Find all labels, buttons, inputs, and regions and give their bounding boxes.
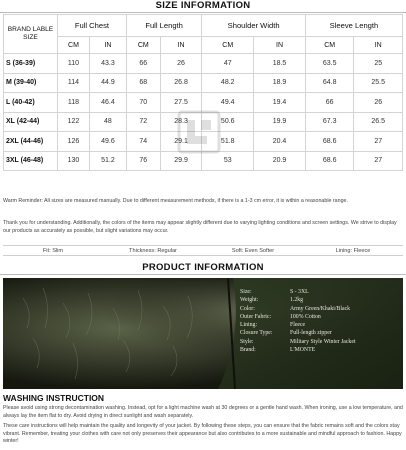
- washing-instruction-title: WASHING INSTRUCTION: [3, 393, 105, 403]
- size-cell: 44.9: [89, 73, 126, 93]
- unit-header: CM: [126, 37, 160, 54]
- size-cell: 29.1: [160, 132, 202, 152]
- size-cell: 28.3: [160, 112, 202, 132]
- product-information-title: PRODUCT INFORMATION: [142, 262, 264, 273]
- spec-key: Closure Type:: [240, 330, 273, 337]
- size-cell: 76: [126, 151, 160, 171]
- size-label: XL (42-44): [4, 112, 58, 132]
- spec-key: Style:: [240, 338, 254, 345]
- size-cell: 27: [354, 151, 403, 171]
- unit-header: IN: [160, 37, 202, 54]
- spec-key: Weight:: [240, 297, 259, 304]
- size-cell: 122: [58, 112, 90, 132]
- size-cell: 26.8: [160, 73, 202, 93]
- title-divider: [0, 274, 406, 275]
- size-row: [4, 54, 403, 74]
- spec-key: Brand:: [240, 347, 256, 354]
- size-cell: 51.8: [202, 132, 254, 152]
- size-cell: 130: [58, 151, 90, 171]
- spec-key: Outer Fabric:: [240, 313, 272, 320]
- size-cell: 118: [58, 93, 90, 113]
- size-cell: 72: [126, 112, 160, 132]
- unit-header: IN: [89, 37, 126, 54]
- size-cell: 20.4: [254, 132, 306, 152]
- size-cell: 46.4: [89, 93, 126, 113]
- size-cell: 18.5: [254, 54, 306, 74]
- spec-row: [240, 321, 390, 329]
- size-cell: 27.5: [160, 93, 202, 113]
- size-label: 3XL (46-48): [4, 151, 58, 171]
- size-cell: 49.4: [202, 93, 254, 113]
- size-cell: 48.2: [202, 73, 254, 93]
- shoulder-width-header: Shoulder Width: [202, 15, 306, 37]
- size-row: [4, 73, 403, 93]
- size-cell: 74: [126, 132, 160, 152]
- attribute-fit: Fit: Slim: [42, 248, 64, 254]
- full-length-header: Full Length: [126, 15, 202, 37]
- spec-value: Army Green/Khaki/Black: [290, 305, 351, 312]
- unit-header: CM: [202, 37, 254, 54]
- spec-value: 1.2kg: [290, 297, 304, 304]
- size-cell: 66: [305, 93, 354, 113]
- thanks-note-text: Thank you for understanding. Additionally, the colors of the items may appear slightly different due to varying lighting conditions and screen settings. We strive to display our products as accurately as possible, but slight variations may occur.: [3, 220, 397, 234]
- size-cell: 26: [160, 54, 202, 74]
- spec-row: [240, 329, 390, 337]
- size-cell: 50.6: [202, 112, 254, 132]
- attribute-softness: Soft: Even Softer: [231, 248, 275, 254]
- spec-key: Lining:: [240, 322, 258, 329]
- spec-row: [240, 305, 390, 313]
- size-cell: 66: [126, 54, 160, 74]
- attribute-lining: Lining: Fleece: [335, 248, 371, 254]
- size-cell: 26.5: [354, 112, 403, 132]
- size-label: S (36-39): [4, 54, 58, 74]
- size-cell: 18.9: [254, 73, 306, 93]
- spec-row: [240, 346, 390, 354]
- title-divider: [0, 12, 406, 13]
- spec-value: S - 3XL: [290, 289, 309, 295]
- size-information-title: SIZE INFORMATION: [155, 0, 251, 11]
- size-cell: 64.8: [305, 73, 354, 93]
- size-cell: 110: [58, 54, 90, 74]
- spec-value: Fleece: [290, 322, 306, 329]
- size-cell: 114: [58, 73, 90, 93]
- size-cell: 63.5: [305, 54, 354, 74]
- attribute-thickness: Thickness: Regular: [129, 248, 177, 254]
- spec-row: [240, 338, 390, 346]
- size-cell: 68.6: [305, 132, 354, 152]
- washing-paragraph-1: Please avoid using strong decontamination washing. Instead, opt for a light machine wash at 30 degrees or a gentle hand wash. When ironing, use a low temperature, and always lay the item flat to dry. Avoid drying in direct sunlight and wash separately.: [3, 405, 403, 419]
- size-cell: 20.9: [254, 151, 306, 171]
- size-cell: 25.5: [354, 73, 403, 93]
- size-label: 2XL (44-46): [4, 132, 58, 152]
- spec-row: [240, 296, 390, 304]
- size-cell: 43.3: [89, 54, 126, 74]
- size-cell: 29.9: [160, 151, 202, 171]
- brand-watermark-icon: [177, 110, 221, 154]
- size-label: L (40-42): [4, 93, 58, 113]
- full-chest-header: Full Chest: [58, 15, 127, 37]
- size-cell: 51.2: [89, 151, 126, 171]
- size-cell: 67.3: [305, 112, 354, 132]
- size-cell: 26: [354, 93, 403, 113]
- unit-header: CM: [58, 37, 90, 54]
- size-cell: 47: [202, 54, 254, 74]
- size-table-group-header: [4, 15, 403, 37]
- spec-value: L'MONTE: [290, 347, 316, 354]
- washing-paragraph-2: These care instructions will help maintain the quality and longevity of your jacket. By following these steps, you can ensure that the fabric remains soft and the colors stay vibrant. Remember, treating your clothes with care not only preserves their appearance but also contributes to a more sustainable and mindful approach to fashion. Happy winter!: [3, 423, 402, 444]
- product-spec-list: [240, 288, 390, 354]
- size-cell: 25: [354, 54, 403, 74]
- size-cell: 27: [354, 132, 403, 152]
- size-cell: 19.4: [254, 93, 306, 113]
- size-label: M (39-40): [4, 73, 58, 93]
- unit-header: IN: [254, 37, 306, 54]
- size-cell: 53: [202, 151, 254, 171]
- spec-key: Size:: [240, 289, 252, 295]
- spec-key: Color:: [240, 305, 255, 312]
- spec-row: [240, 313, 390, 321]
- unit-header: CM: [305, 37, 354, 54]
- spec-value: Full-length zipper: [290, 330, 332, 337]
- attributes-bar: [3, 245, 403, 256]
- size-cell: 126: [58, 132, 90, 152]
- unit-header: IN: [354, 37, 403, 54]
- size-cell: 48: [89, 112, 126, 132]
- sleeve-length-header: Sleeve Length: [305, 15, 402, 37]
- size-cell: 70: [126, 93, 160, 113]
- size-cell: 49.6: [89, 132, 126, 152]
- spec-value: Military Style Winter Jacket: [290, 338, 356, 345]
- brand-label-size-header: BRAND LABLE SIZE: [4, 15, 58, 54]
- size-cell: 68: [126, 73, 160, 93]
- size-cell: 68.6: [305, 151, 354, 171]
- spec-value: 100% Cotton: [290, 313, 321, 320]
- spec-row: [240, 288, 390, 296]
- size-table-unit-header: [4, 37, 403, 54]
- size-cell: 19.9: [254, 112, 306, 132]
- warm-reminder-text: Warm Reminder: All sizes are measured manually. Due to different measurement methods, if there is a 1-3 cm error, it is within a reasonable range.: [3, 198, 348, 204]
